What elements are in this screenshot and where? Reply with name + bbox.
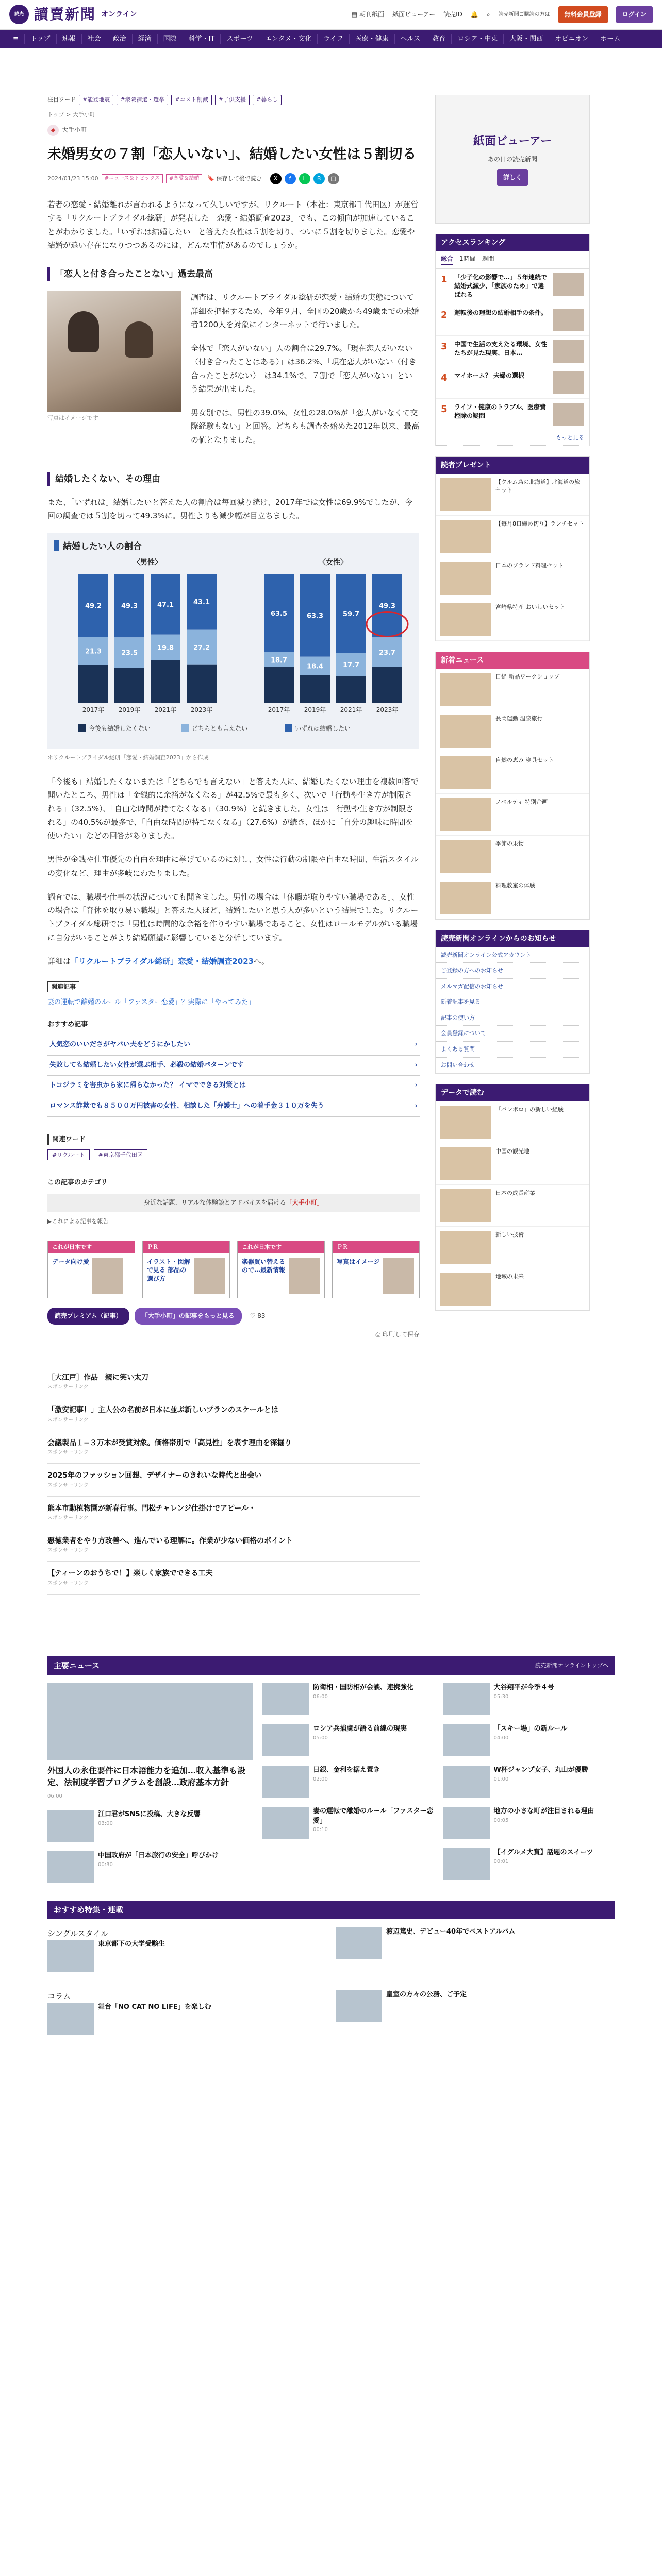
ranking-more-link[interactable]: もっと見る	[436, 430, 589, 446]
ranking-item[interactable]: 5 ライフ・健康のトラブル、医療費控除の疑問	[436, 399, 589, 430]
chart-group-label: 〈女性〉	[319, 558, 347, 567]
recommend-heading: おすすめ特集・連載	[47, 1901, 615, 1919]
news-item[interactable]: 地方の小さな町が注目される理由 00:05	[443, 1807, 615, 1839]
chart-title-marker	[54, 540, 59, 551]
keyword-tag[interactable]: #リクルート	[47, 1149, 90, 1161]
chart-bar-segment	[300, 675, 330, 703]
sidebar	[435, 95, 590, 1595]
card-thumb	[383, 1258, 414, 1294]
promo-card[interactable]: これが日本です 楽器買い替えるので…最新情報	[237, 1241, 325, 1298]
global-nav	[0, 30, 662, 48]
chart-x-tick: 2019年	[304, 706, 326, 714]
nav-society[interactable]: 社会	[82, 34, 107, 44]
chevron-right-icon: ›	[415, 1040, 418, 1048]
print-button[interactable]: ⎙ 印刷して保存	[47, 1330, 420, 1345]
chart-data-label: 63.5	[270, 610, 288, 618]
bnews-thumb	[440, 1106, 491, 1139]
nav-economy[interactable]: 経済	[133, 34, 158, 44]
present-item[interactable]: 宮崎県特産 おいしいセット	[436, 599, 589, 641]
news-item[interactable]: 防衛相・国防相が会談、連携強化 06:00	[262, 1683, 434, 1715]
tag-item[interactable]: #コスト削減	[171, 95, 211, 105]
chart-data-label: 49.2	[85, 602, 102, 611]
info-link[interactable]: お問い合わせ	[436, 1058, 589, 1074]
nav-top[interactable]: トップ	[25, 34, 57, 44]
paragraph: 調査は、リクルートブライダル総研が恋愛・結婚の実態について詳細を把握するため、今年９月、全国の20歳から49歳までの未婚者1200人を対象にインターネットで行いました。	[191, 293, 419, 329]
recommend-item[interactable]: シングルスタイル 東京都下の大学受験生	[47, 1927, 326, 1981]
present-thumb	[440, 520, 491, 553]
present-box	[435, 456, 590, 641]
news-thumb	[443, 1724, 490, 1756]
paragraph: 「今後も」結婚したくないまたは「どちらでも言えない」と答えた人に、結婚したくない理由を複数回答で聞いたところ、男性は「金銭的に余裕がなくなる」が42.5%で最も多く、次いで「行動や生き方が制限される」（32.5%）、「自由な時間が持てなくなる」（30.9%）と続きました。女性は「行動や生き方が制限される」の40.5%が最多で、「自由な時間が持てなくなる」（27.6%）が続き、ほかに「自分の趣味に時間を使いたい」などの回答がありました。	[47, 777, 419, 841]
news-thumb	[262, 1683, 309, 1715]
pr-item[interactable]: ［大江戸］作品 親に笑い太刀 スポンサーリンク	[47, 1366, 420, 1398]
chart-legend-label: 今後も結婚したくない	[89, 725, 151, 733]
ranking-thumb	[553, 273, 584, 296]
info-link[interactable]: 会員登録について	[436, 1026, 589, 1042]
news-item[interactable]: 【イグルメ大賞】話題のスイーツ 00:01	[443, 1848, 615, 1880]
trending-tags	[47, 95, 420, 105]
shop-thumb	[440, 798, 491, 831]
chart-bar-segment	[78, 665, 108, 703]
ranking-tab[interactable]: 1時間	[459, 255, 476, 263]
tag-item[interactable]: #子供支援	[215, 95, 250, 105]
chart-data-label: 18.4	[306, 663, 324, 671]
heart-icon: ♡	[250, 1312, 256, 1319]
article-title: 未婚男女の７割「恋人いない」、結婚したい女性は５割切る	[47, 146, 417, 162]
x-share-icon[interactable]: X	[270, 173, 282, 184]
related-articles	[47, 981, 420, 1117]
chart-bar-segment	[372, 667, 402, 703]
main-news-section	[0, 1656, 662, 2052]
paragraph: 全体で「恋人がいない」人の割合は29.7%。「現在恋人がいない（付き合ったことはある）」は36.2%、「現在恋人がいない（付き合ったことがない）」は34.1%で、７割で「恋人がいない」という結果が出ました。	[191, 344, 417, 394]
chart-legend-label: いずれは結婚したい	[295, 725, 351, 733]
chart-note: ＊リクルートブライダル総研「恋愛・結婚調査2023」から作成	[47, 754, 209, 761]
ranking-thumb	[553, 309, 584, 331]
present-item[interactable]: 日本のブランド料理セット	[436, 557, 589, 599]
chart-data-label: 27.2	[193, 644, 210, 652]
news-item[interactable]: 中国政府が「日本旅行の安全」呼びかけ 00:30	[47, 1851, 253, 1883]
pr-item[interactable]: 「激安記事！」主人公の名前が日本に並ぶ新しいプランのスケールとは スポンサーリンク	[47, 1398, 420, 1431]
paragraph: 若者の恋愛・結婚離れが言われるようになって久しいですが、リクルート（本社：東京都千代田区）が運営する「リクルートブライダル総研」が発表した「恋愛・結婚調査2023」でも、この傾向が加速していることがわかりました。「いずれは結婚したい」と答えた女性は５割を切り、ついに５割を切りました。恋愛や結婚が遠い存在になりつつあるのには、どんな事情があるのでしょうか。	[47, 200, 419, 250]
news-thumb	[443, 1807, 490, 1839]
shop-thumb	[440, 673, 491, 706]
printer-icon: ⎙	[375, 1330, 381, 1338]
article-photo	[47, 291, 181, 412]
chart-data-label: 59.7	[342, 611, 360, 619]
news-thumb	[443, 1848, 490, 1880]
bnews-heading: データで読む	[436, 1084, 589, 1101]
present-thumb	[440, 603, 491, 636]
present-thumb	[440, 478, 491, 511]
chart-data-label: 47.1	[157, 601, 174, 609]
ranking-heading: アクセスランキング	[436, 234, 589, 251]
chart-data-label: 19.8	[157, 644, 174, 652]
news-item[interactable]: W杯ジャンプ女子、丸山が優勝 01:00	[443, 1766, 615, 1798]
chart-x-tick: 2017年	[82, 706, 105, 714]
ranking-item[interactable]: 4 マイホーム？ 夫婦の選択	[436, 367, 589, 399]
main-news-grid	[47, 1675, 615, 1901]
shop-thumb	[440, 756, 491, 789]
recommend-item[interactable]: 渡辺篤史、デビュー40年でベストアルバム	[336, 1927, 615, 1981]
nav-politics[interactable]: 政治	[107, 34, 133, 44]
recommend-item[interactable]: 皇室の方々の公務、ご予定	[336, 1990, 615, 2044]
chart-x-tick: 2017年	[268, 706, 290, 714]
info-link[interactable]: 記事の使い方	[436, 1010, 589, 1026]
article-photo-wrap	[47, 291, 181, 457]
chart-bar-segment	[114, 668, 144, 703]
recommend-grid	[47, 1919, 615, 2052]
nav-education[interactable]: 教育	[426, 34, 452, 44]
present-item[interactable]: 【毎月8日締め切り】ランチセット	[436, 516, 589, 557]
recommended-heading: おすすめ記事	[47, 1021, 88, 1029]
news-thumb	[47, 1851, 94, 1883]
paragraph: 男女別では、男性の39.0%、女性の28.0%が「恋人がいなくて交際経験もない」と回答。どちらも調査を始めた2012年以来、最高の値となりました。	[191, 408, 420, 445]
pr-item[interactable]: 会議製品１−３万本が受賞対象。価格帯別で「高見性」を表す理由を深掘り スポンサーリンク	[47, 1431, 420, 1464]
nav-russia[interactable]: ロシア・中東	[452, 34, 504, 44]
news-item[interactable]: 日銀、金利を据え置き 02:00	[262, 1766, 434, 1798]
logo-text: 讀賣新聞	[34, 6, 96, 23]
chart-svg	[47, 533, 419, 749]
chart-data-label: 23.5	[121, 650, 138, 658]
nav-medical[interactable]: 医療・健康	[350, 34, 395, 44]
bnews-item[interactable]: 「バンポロ」の新しい経験	[436, 1101, 589, 1143]
ranking-thumb	[553, 371, 584, 394]
recommend-thumb	[336, 1990, 382, 2022]
chart-x-tick: 2019年	[118, 706, 141, 714]
related-link[interactable]: 妻の運転で離婚のルール「ファスター恋愛」？実際に「やってみた」	[47, 998, 255, 1007]
nav-entertainment[interactable]: エンタメ・文化	[259, 34, 318, 44]
pr-item[interactable]: 悪徳業者をやり方改善へ、進んでいる理解に。作業が少ない価格のポイント スポンサーリンク	[47, 1529, 420, 1562]
chevron-right-icon: ›	[415, 1061, 418, 1069]
register-button[interactable]: 無料会員登録	[558, 6, 608, 23]
chevron-right-icon: ›	[415, 1102, 418, 1110]
nav-menu-icon[interactable]: ≡	[7, 34, 25, 44]
nav-world[interactable]: 国際	[158, 34, 183, 44]
chart-data-label: 49.3	[378, 603, 396, 611]
chart-legend-swatch	[78, 724, 86, 732]
recommended-item[interactable]: トコジラミを害虫から家に帰らなかった？ イマでできる対策とは ›	[47, 1076, 420, 1096]
logo-mark: 読売	[9, 5, 29, 24]
pr-list	[47, 1366, 420, 1595]
info-heading: 読売新聞オンラインからのお知らせ	[436, 930, 589, 947]
news-thumb	[443, 1683, 490, 1715]
card-thumb	[194, 1258, 225, 1294]
tag-label: 注目ワード	[47, 96, 76, 104]
chart-bar-segment	[151, 660, 180, 703]
premium-button[interactable]: 読売プレミアム（記事）	[47, 1308, 129, 1325]
pr-item[interactable]: 熊本市動植物園が新春行事。門松チャレンジ仕掛けでアピール・ スポンサーリンク	[47, 1497, 420, 1529]
source-link[interactable]: 「リクルートブライダル総研」恋愛・結婚調査2023	[71, 956, 254, 966]
recommended-item[interactable]: ロマンス詐欺でも８５００万円被害の女性、相談した「弁護士」への着手金３１０万を失う ›	[47, 1096, 420, 1117]
news-thumb	[443, 1766, 490, 1798]
ranking-item[interactable]: 2 運転後の理想の結婚相手の条件。	[436, 304, 589, 336]
news-item[interactable]: 江口君がSNSに投稿、大きな反響 03:00	[47, 1810, 253, 1842]
chart-title: 結婚したい人の割合	[63, 541, 142, 552]
main-news-heading: 主要ニュース 読売新聞オンライントップへ	[47, 1656, 615, 1675]
marriage-chart	[47, 533, 419, 749]
bnews-thumb	[440, 1273, 491, 1306]
promo-card[interactable]: ＰＲ 写真はイメージ	[332, 1241, 420, 1298]
badge[interactable]: #ニュース＆トピックス	[102, 174, 163, 183]
section-label[interactable]: ◆ 大手小町	[47, 125, 420, 136]
section-heading: 結婚したくない、その理由	[47, 472, 420, 486]
tag-item[interactable]: #能登地震	[79, 95, 113, 105]
pr-item[interactable]: 2025年のファッション回想、デザイナーのきれいな時代と出会い スポンサーリンク	[47, 1464, 420, 1496]
bnews-thumb	[440, 1189, 491, 1222]
news-item[interactable]: 大谷翔平が今季４号 05:30	[443, 1683, 615, 1715]
viewer-ad[interactable]: 紙面ビューアー あの日の読売新聞 詳しく	[435, 95, 590, 224]
recommend-thumb	[47, 1940, 94, 1972]
related-heading: 関連記事	[47, 981, 79, 992]
chart-x-tick: 2023年	[376, 706, 399, 714]
tag-item[interactable]: #衆院補選・選挙	[117, 95, 168, 105]
nav-osaka[interactable]: 大阪・関西	[504, 34, 549, 44]
bnews-item[interactable]: 日本の成長産業	[436, 1185, 589, 1227]
keyword-list	[47, 1149, 420, 1161]
recommend-thumb	[336, 1927, 382, 1959]
recommended-item[interactable]: 失敗しても結婚したい女性が選ぶ相手、必殺の結婚パターンです ›	[47, 1056, 420, 1076]
badge[interactable]: #恋愛＆結婚	[166, 174, 202, 183]
paragraph: また、「いずれは」結婚したいと答えた人の割合は毎回減り続け、2017年では女性は69.9%でしたが、今回の調査では５割を切って49.3%に。男性よりも減少幅が目立ちました。	[47, 497, 412, 521]
shop-item[interactable]: 季節の果物	[436, 836, 589, 877]
nav-sports[interactable]: スポーツ	[221, 34, 259, 44]
shop-item[interactable]: 長岡運動 温泉旅行	[436, 710, 589, 752]
ranking-thumb	[553, 403, 584, 426]
login-button[interactable]: ログイン	[616, 6, 653, 23]
nav-health[interactable]: ヘルス	[395, 34, 427, 44]
news-item[interactable]: ロシア兵捕虜が語る前線の現実 05:00	[262, 1724, 434, 1756]
news-thumb	[47, 1683, 253, 1760]
viewer-ad-button[interactable]: 詳しく	[497, 169, 528, 186]
info-link[interactable]: 読売新聞オンライン公式アカウント	[436, 947, 589, 963]
promo-card[interactable]: ＰＲ イラスト・図解で見る 部品の選び方	[142, 1241, 230, 1298]
bnews-thumb	[440, 1147, 491, 1180]
promo-card[interactable]: これが日本です データ向け愛	[47, 1241, 135, 1298]
header-link-print[interactable]: ▤ 朝刊紙面	[352, 10, 384, 20]
report-link[interactable]: ▶これによる記事を報告	[47, 1218, 109, 1225]
bookmark-icon: 🔖	[207, 175, 215, 182]
info-link[interactable]: よくある質問	[436, 1042, 589, 1058]
news-item[interactable]: 妻の運転で離婚のルール「ファスター恋愛」 00:10	[262, 1807, 434, 1839]
ranking-tabs	[436, 251, 589, 268]
chart-bar-segment	[264, 667, 294, 703]
save-later-button[interactable]: 🔖 保存して後で読む	[207, 175, 262, 182]
paragraph: 男性が金銭や仕事優先の自由を理由に挙げているのに対し、女性は行動の制限や自由な時間、生活スタイルの変化など、理由が多岐にわたりました。	[47, 855, 419, 878]
hatena-share-icon[interactable]: B	[313, 173, 325, 184]
promo-cards	[47, 1241, 420, 1298]
news-thumb	[262, 1724, 309, 1756]
chart-bar-segment	[187, 665, 217, 703]
info-links-box	[435, 930, 590, 1074]
news-thumb	[47, 1810, 94, 1842]
nav-life[interactable]: ライフ	[318, 34, 349, 44]
breadcrumb[interactable]: トップ > 大手小町	[47, 111, 95, 118]
share-buttons	[270, 173, 339, 184]
header-link-id[interactable]: 読売ID	[443, 10, 462, 18]
ranking-tab[interactable]: 総合	[441, 254, 453, 265]
header-link-viewer[interactable]: 紙面ビューアー	[392, 10, 436, 18]
ranking-box	[435, 234, 590, 446]
shop-box	[435, 652, 590, 920]
keyword-tag[interactable]: #東京都千代田区	[94, 1149, 147, 1161]
recommend-item[interactable]: コラム 舞台「NO CAT NO LIFE」を楽しむ	[47, 1990, 326, 2044]
article-main	[47, 95, 420, 1595]
present-heading: 読者プレゼント	[436, 457, 589, 473]
paragraph-detail: 詳細は「リクルートブライダル総研」恋愛・結婚調査2023へ。	[47, 956, 270, 966]
like-count[interactable]: ♡ 83	[250, 1312, 266, 1319]
publish-date: 2024/01/23 15:00	[47, 175, 98, 182]
info-link[interactable]: メルマガ配信のお知らせ	[436, 979, 589, 995]
recommended-list	[47, 1035, 420, 1117]
bnews-item[interactable]: 中国の観光地	[436, 1143, 589, 1185]
search-icon: ⌕	[486, 10, 490, 18]
photo-caption: 写真はイメージです	[47, 415, 98, 422]
newspaper-icon: ▤	[351, 10, 358, 18]
chart-data-label: 18.7	[270, 656, 288, 665]
nav-opinion[interactable]: オピニオン	[549, 34, 594, 44]
news-item[interactable]: 「スキー場」の新ルール 04:00	[443, 1724, 615, 1756]
ranking-item[interactable]: 3 中国で生活の支えたる環境、女性たちが見た現実、日本…	[436, 336, 589, 367]
line-share-icon[interactable]: L	[299, 173, 310, 184]
section-heading: 「恋人と付き合ったことない」過去最高	[47, 267, 420, 281]
shop-item[interactable]: 日経 新品ワークショップ	[436, 669, 589, 710]
ranking-tab[interactable]: 週間	[482, 255, 494, 263]
pr-item[interactable]: 【ティーンのおうちで！】楽しく家族でできる工夫 スポンサーリンク	[47, 1562, 420, 1594]
subscriber-text: 読売新聞ご購読の方は	[498, 11, 550, 18]
keyword-heading: 関連ワード	[47, 1134, 420, 1145]
chart-data-label: 23.7	[378, 649, 396, 657]
facebook-share-icon[interactable]: f	[285, 173, 296, 184]
chart-legend-swatch	[285, 724, 292, 732]
info-link[interactable]: 新着記事を見る	[436, 994, 589, 1010]
ranking-thumb	[553, 340, 584, 363]
category-box[interactable]: 身近な話題、リアルな体験談とアドバイスを届ける「大手小町」	[47, 1194, 420, 1212]
news-item[interactable]: 外国人の永住要件に日本語能力を追加…収入基準も設定、法制度学習プログラムを創設…政府基本方針 06:00	[47, 1683, 253, 1801]
nav-home[interactable]: ホーム	[594, 34, 626, 44]
article-meta	[47, 173, 420, 184]
site-logo[interactable]	[9, 3, 137, 26]
ranking-item[interactable]: 1 「少子化の影響で…」５年連続で結婚式減少、「家族のため」で選ばれる	[436, 269, 589, 304]
shop-thumb	[440, 882, 491, 914]
logo-sub: オンライン	[101, 10, 137, 19]
shop-item[interactable]: 自然の恵み 寝具セット	[436, 752, 589, 794]
copy-link-icon[interactable]: □	[328, 173, 339, 184]
site-header	[0, 0, 662, 30]
card-thumb	[289, 1258, 320, 1294]
chart-data-label: 21.3	[85, 648, 102, 656]
bnews-box	[435, 1084, 590, 1310]
chart-group-label: 〈男性〉	[133, 558, 162, 567]
chart-data-label: 17.7	[342, 662, 360, 670]
chart-bar-segment	[336, 676, 366, 703]
bnews-item[interactable]: 地域の未来	[436, 1268, 589, 1310]
category-heading: この記事のカテゴリ	[47, 1179, 108, 1187]
nav-breaking[interactable]: 速報	[57, 34, 82, 44]
present-thumb	[440, 562, 491, 595]
news-thumb	[262, 1766, 309, 1798]
bell-icon: 🔔	[470, 10, 478, 18]
nav-science[interactable]: 科学・IT	[183, 34, 221, 44]
chart-legend-swatch	[181, 724, 189, 732]
header-link-bell[interactable]	[471, 10, 478, 20]
chart-data-label: 43.1	[193, 599, 210, 607]
chart-x-tick: 2023年	[190, 706, 213, 714]
recommend-thumb	[47, 2003, 94, 2035]
info-link[interactable]: ご登録の方へのお知らせ	[436, 963, 589, 979]
main-news-more-link[interactable]: 読売新聞オンライントップへ	[535, 1662, 608, 1669]
more-komachi-button[interactable]: 「大手小町」の記事をもっと見る	[135, 1308, 242, 1325]
recommended-item[interactable]: 人気恋のいいださがヤバい夫をどうにかしたい ›	[47, 1035, 420, 1056]
komachi-icon: ◆	[47, 125, 59, 136]
chart-data-label: 63.3	[306, 612, 324, 620]
shop-thumb	[440, 840, 491, 873]
bnews-thumb	[440, 1231, 491, 1264]
paragraph: 調査では、職場や仕事の状況についても聞きました。男性の場合は「休暇が取りやすい職場である」、女性の場合は「育休を取り易い職場」と答えた人ほど、結婚したいと思う人が多いという結果でした。リクルートブライダル総研では「男性は時間的な余裕を作りやすい職場であること、女性はロールモデルがいる職場に自分がいることがより結婚願望に影響していると分析しています。	[47, 892, 419, 942]
bnews-item[interactable]: 新しい技術	[436, 1227, 589, 1268]
chevron-right-icon: ›	[415, 1081, 418, 1090]
chart-data-label: 49.3	[121, 603, 138, 611]
news-thumb	[262, 1807, 309, 1839]
shop-item[interactable]: ノベルティ 特別企画	[436, 794, 589, 836]
shop-heading: 新着ニュース	[436, 652, 589, 669]
tag-item[interactable]: #暮らし	[253, 95, 282, 105]
chart-x-tick: 2021年	[340, 706, 362, 714]
present-item[interactable]: 【クルム島の北海道】北海道の旅セット	[436, 474, 589, 516]
chart-x-tick: 2021年	[154, 706, 177, 714]
shop-item[interactable]: 料理教室の体験	[436, 877, 589, 919]
shop-thumb	[440, 715, 491, 748]
card-thumb	[92, 1258, 123, 1294]
header-link-search[interactable]	[487, 10, 490, 20]
chart-legend-label: どちらとも言えない	[192, 725, 248, 733]
